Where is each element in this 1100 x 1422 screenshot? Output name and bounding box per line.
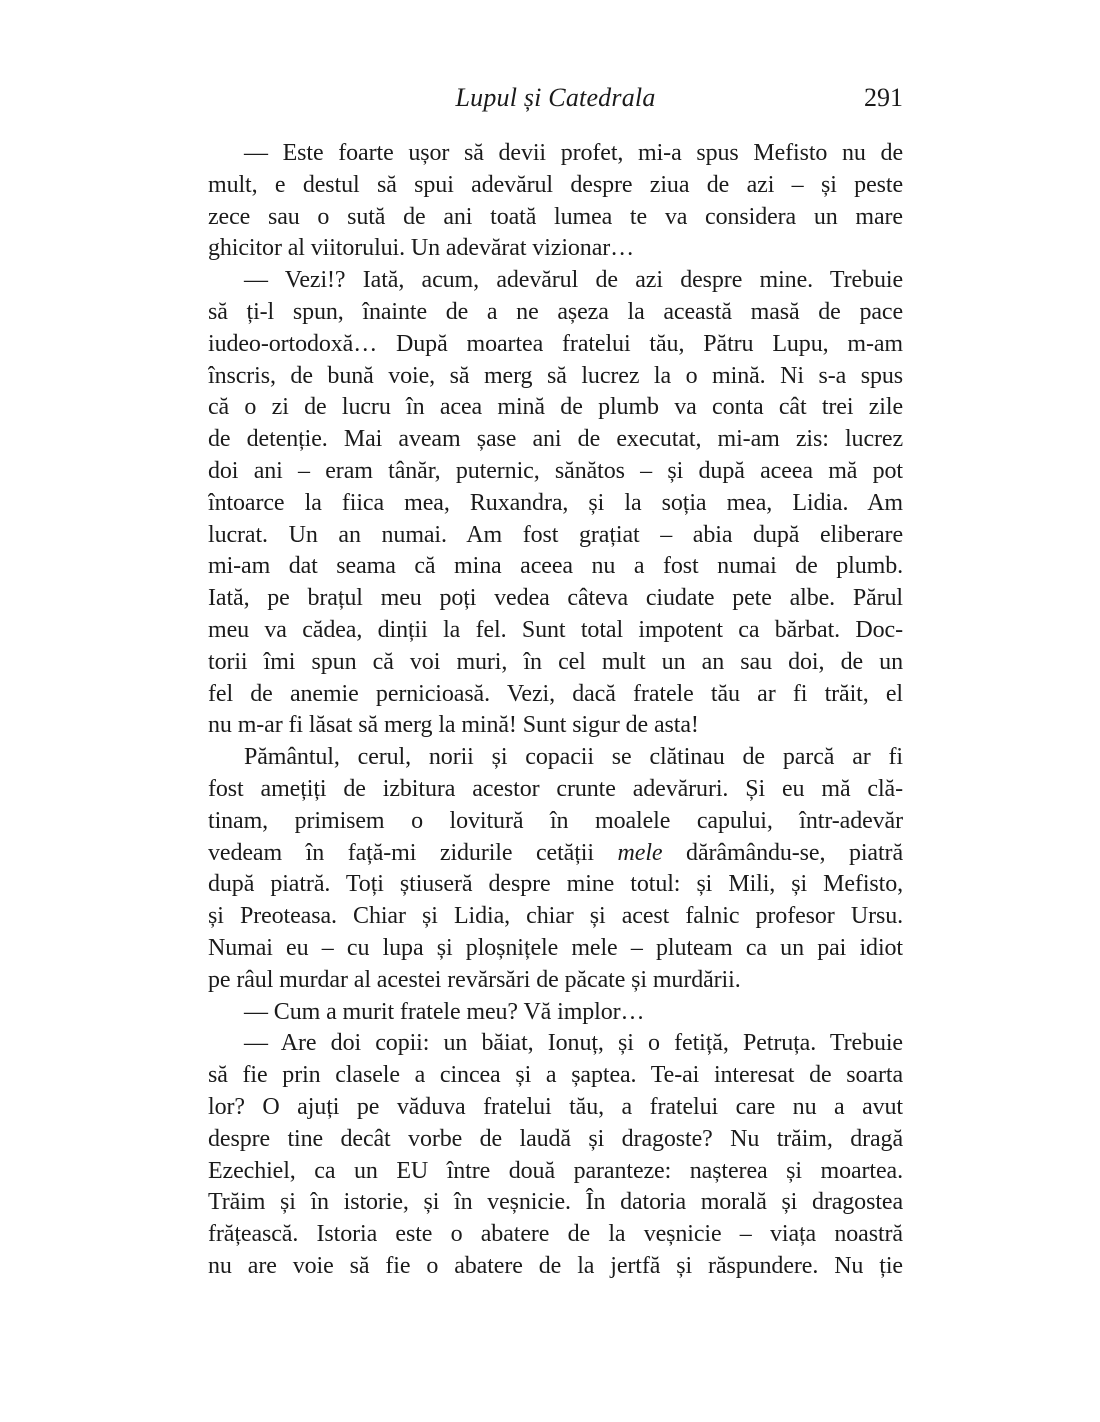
text-line: zece sau o sută de ani toată lumea te va considera un mare — [208, 203, 903, 230]
text-line: și Preoteasa. Chiar și Lidia, chiar și acest falnic profesor Ursu. — [208, 903, 903, 930]
text-line: Ezechiel, ca un EU între două paranteze: nașterea și moartea. — [208, 1157, 903, 1184]
paragraph — [208, 997, 903, 1029]
paragraph — [208, 742, 903, 996]
text-line: iudeo-ortodoxă… După moartea fratelui tău, Pătru Lupu, m-am — [208, 330, 903, 357]
text-line: tinam, primisem o lovitură în moalele capului, într-adevăr — [208, 807, 903, 834]
text-line: Trăim și în istorie, și în veșnicie. În datoria morală și dragostea — [208, 1189, 903, 1216]
text-line: frățească. Istoria este o abatere de la veșnicie – viața noastră — [208, 1221, 903, 1248]
text-line: lucrat. Un an numai. Am fost grațiat – abia după eliberare — [208, 521, 903, 548]
paragraph — [208, 1028, 903, 1282]
text-line: meu va cădea, dinții la fel. Sunt total impotent ca bărbat. Doc- — [208, 616, 903, 643]
text-line: lor? O ajuți pe văduva fratelui tău, a fratelui care nu a avut — [208, 1093, 903, 1120]
text-line: după piatră. Toți știuseră despre mine totul: și Mili, și Mefisto, — [208, 871, 903, 898]
text-line: fost amețiți de izbitura acestor crunte adevăruri. Și eu mă clă- — [208, 775, 903, 802]
text-line: doi ani – eram tânăr, puternic, sănătos – și după aceea mă pot — [208, 457, 903, 484]
text-line: nu m-ar fi lăsat să merg la mină! Sunt sigur de asta! — [208, 712, 699, 739]
text-line: să ți-l spun, înainte de a ne așeza la această masă de pace — [208, 298, 903, 325]
text-line: de detenție. Mai aveam șase ani de executat, mi-am zis: lucrez — [208, 426, 903, 453]
text-line: — Vezi!? Iată, acum, adevărul de azi despre mine. Trebuie — [244, 267, 903, 294]
text-line: mult, e destul să spui adevărul despre ziua de azi – și peste — [208, 171, 903, 198]
page-number: 291 — [864, 83, 903, 112]
text-line: — Cum a murit fratele meu? Vă implor… — [244, 998, 645, 1025]
text-line: despre tine decât vorbe de laudă și dragoste? Nu trăim, dragă — [208, 1125, 903, 1152]
text-line: vedeam în față-mi zidurile cetății mele dărâmându-se, piatră — [208, 839, 903, 866]
text-line: ghicitor al viitorului. Un adevărat vizionar… — [208, 235, 635, 262]
text-line: întoarce la fiica mea, Ruxandra, și la soția mea, Lidia. Am — [208, 489, 903, 516]
text-line: Numai eu – cu lupa și ploșnițele mele – pluteam ca un pai idiot — [208, 934, 903, 961]
text-line: Iată, pe brațul meu poți vedea câteva ciudate pete albe. Părul — [208, 585, 903, 612]
text-line: nu are voie să fie o abatere de la jertfă și răspundere. Nu ție — [208, 1252, 903, 1279]
text-line: — Este foarte ușor să devii profet, mi-a spus Mefisto nu de — [244, 140, 903, 166]
paragraph — [208, 265, 903, 742]
text-line: că o zi de lucru în acea mină de plumb va conta cât trei zile — [208, 394, 903, 421]
text-line: — Are doi copii: un băiat, Ionuț, și o fetiță, Petruța. Trebuie — [244, 1030, 903, 1057]
text-line: fel de anemie pernicioasă. Vezi, dacă fratele tău ar fi trăit, el — [208, 680, 903, 707]
page-header — [208, 82, 903, 116]
running-title: Lupul și Catedrala — [455, 83, 656, 112]
text-line: înscris, de bună voie, să merg să lucrez la o mină. Ni s-a spus — [208, 362, 903, 389]
text-line: torii îmi spun că voi muri, în cel mult un an sau doi, de un — [208, 648, 903, 675]
text-block — [208, 138, 903, 1283]
paragraph — [208, 138, 903, 265]
text-line: să fie prin clasele a cincea și a șaptea. Te-ai interesat de soarta — [208, 1062, 903, 1089]
text-line: Pământul, cerul, norii și copacii se clătinau de parcă ar fi — [244, 744, 903, 771]
text-line: pe râul murdar al acestei revărsări de păcate și murdării. — [208, 966, 741, 993]
text-line: mi-am dat seama că mina aceea nu a fost numai de plumb. — [208, 553, 903, 580]
